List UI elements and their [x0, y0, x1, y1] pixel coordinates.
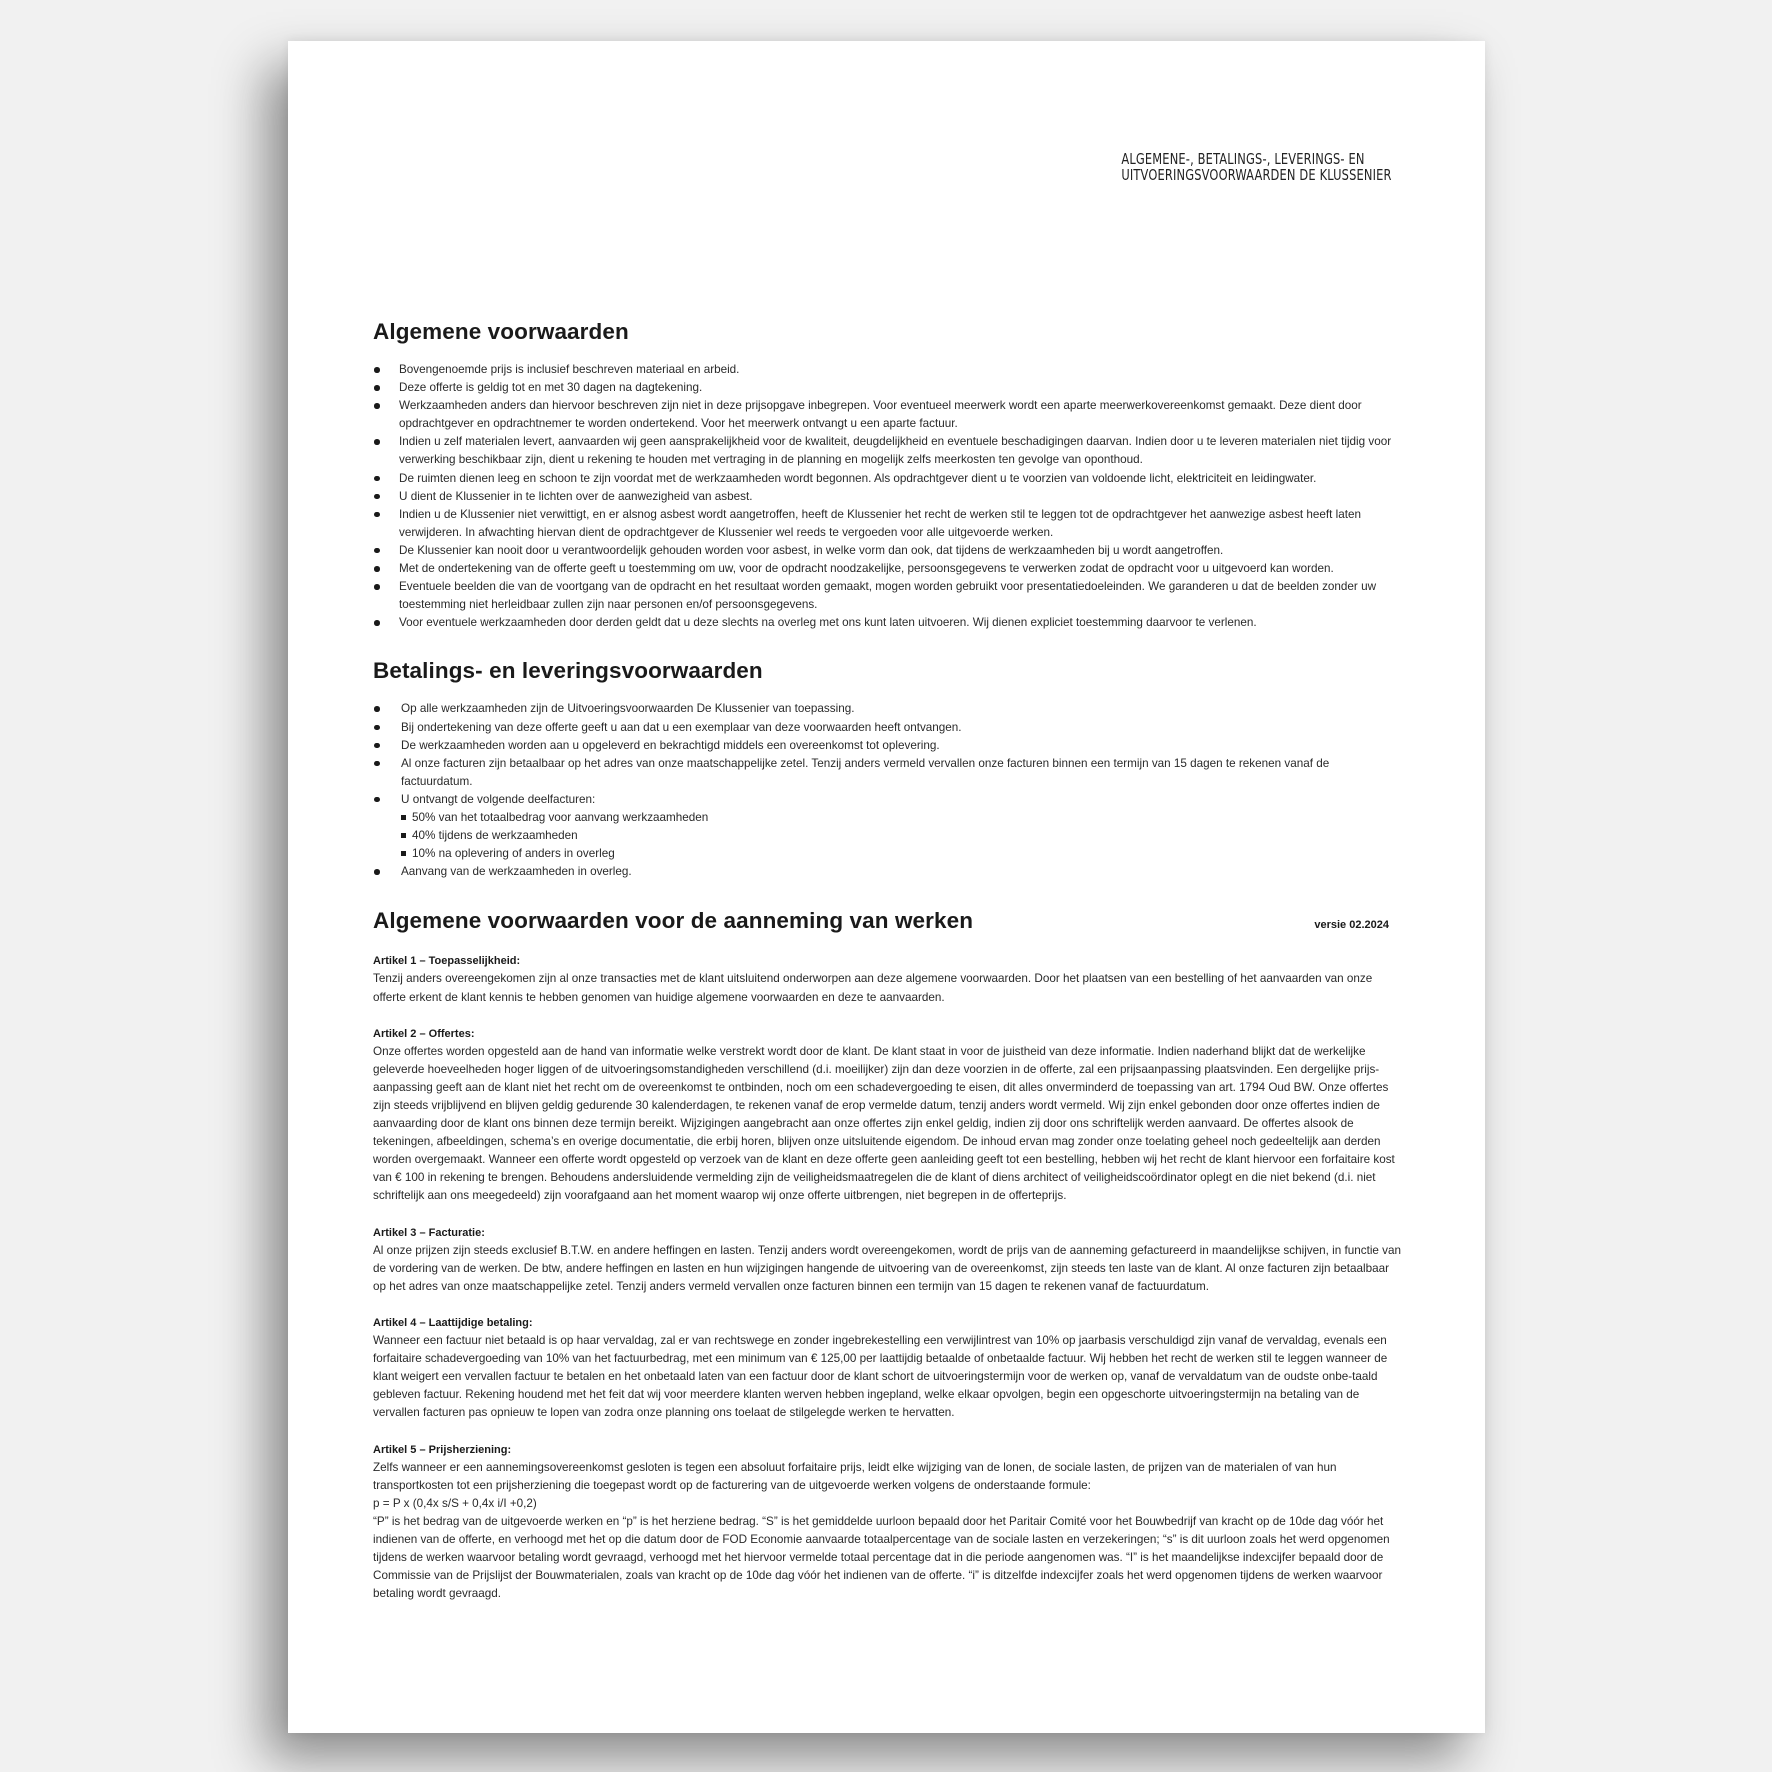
list-item: U dient de Klussenier in te lichten over de aanwezigheid van asbest. [373, 488, 1403, 506]
article-text: Zelfs wanneer er een aannemingsovereenkomst gesloten is tegen een absoluut forfaitaire prijs, leidt elke wijziging van de lonen, de sociale lasten, de prijzen van de materialen of van hun transportkosten tot een prijsherziening die toegepast wordt op de facturering van de uitgevoerde werken volgens de onderstaande formule: [373, 1460, 1337, 1492]
article-title: Artikel 1 – Toepasselijkheid: [373, 955, 521, 968]
document-header [1122, 151, 1392, 183]
section-title: Algemene voorwaarden voor de aanneming van werken [373, 908, 974, 934]
bullet-list [373, 361, 1403, 632]
sub-list-item: 40% tijdens de werkzaamheden [401, 827, 1403, 845]
article-text: Al onze prijzen zijn steeds exclusief B.T.W. en andere heffingen en lasten. Tenzij anders wordt overeengekomen, wordt de prijs van de aanneming gefactureerd in maandelijkse schijven, in functie van de vordering van de werken. De btw, andere heffingen en lasten en hun wijzigingen hangende de uitvoering van de overeenkomst, zijn steeds ten laste van de klant. Al onze facturen zijn betaalbaar op het adres van onze maatschappelijke zetel. Tenzij anders vermeld vervallen onze facturen binnen een termijn van 15 dagen te rekenen vanaf de factuurdatum. [373, 1243, 1402, 1293]
section-contract-terms [373, 908, 1403, 1603]
list-item: Op alle werkzaamheden zijn de Uitvoeringsvoorwaarden De Klussenier van toepassing. [373, 700, 1403, 718]
list-item: Indien u de Klussenier niet verwittigt, en er alsnog asbest wordt aangetroffen, heeft de Klussenier het recht de werken stil te leggen tot de opdrachtgever het aanwezige asbest heeft laten verwijderen. In afwachting hiervan dient de opdrachtgever de Klussenier wel reeds te vergoeden voor alle uitgevoerde werken. [373, 506, 1403, 542]
article-text: Onze offertes worden opgesteld aan de hand van informatie welke verstrekt wordt door de klant. De klant staat in voor de juistheid van deze informatie. Indien naderhand blijkt dat de werkelijke geleverde hoeveelheden hoger liggen of de uitvoeringsomstandigheden verschillend (d.i. moeilijker) zijn dan deze voorzien in de offerte, zal een prijsaanpassing plaatsvinden. Een dergelijke prijs-aanpassing geeft aan de klant niet het recht om de overeenkomst te ontbinden, noch om een schadevergoeding te eisen, dit alles onverminderd de toepassing van art. 1794 Oud BW. Onze offertes zijn steeds vrijblijvend en blijven geldig gedurende 30 kalenderdagen, te rekenen vanaf de erop vermelde datum, tenzij anders wordt vermeld. Wij zijn enkel gebonden door onze offertes indien de aanvaarding door de klant ons binnen deze termijn bereikt. Wijzigingen aangebracht aan onze offertes zijn enkel geldig, indien zij door ons schriftelijk werden aanvaard. De offertes alsook de tekeningen, afbeeldingen, schema’s en overige documentatie, die erbij horen, blijven onze uitsluitende eigendom. De inhoud ervan mag zonder onze toelating geheel noch gedeeltelijk aan derden worden overgemaakt. Wanneer een offerte wordt opgesteld op verzoek van de klant en deze offerte geen aanleiding geeft tot een bestelling, hebben wij het recht de klant hiervoor een forfaitaire kost van € 100 in rekening te brengen. Behoudens andersluidende vermelding zijn de veiligheidsmaatregelen die de klant of diens architect of veiligheidscoördinator oplegt en die niet bekend (d.i. niet schriftelijk aan ons meegedeeld) zijn voorafgaand aan het moment waarop wij onze offerte uitbrengen, niet begrepen in de offerteprijs. [373, 1044, 1395, 1203]
article-5 [373, 1441, 1403, 1604]
list-item: Werkzaamheden anders dan hiervoor beschreven zijn niet in deze prijsopgave inbegrepen. Voor eventueel meerwerk wordt een aparte meerwerkovereenkomst gemaakt. Deze dient door opdrachtgever en opdrachtnemer te worden ondertekend. Voor het meerwerk ontvangt u een aparte factuur. [373, 397, 1403, 433]
list-item: De ruimten dienen leeg en schoon te zijn voordat met de werkzaamheden wordt begonnen. Als opdrachtgever dient u te voorzien van voldoende licht, elektriciteit en leidingwater. [373, 470, 1403, 488]
section-general-terms [373, 319, 1403, 632]
list-item: Bij ondertekening van deze offerte geeft u aan dat u een exemplaar van deze voorwaarden heeft ontvangen. [373, 719, 1403, 737]
article-4 [373, 1314, 1403, 1423]
list-item-invoices [373, 791, 1403, 863]
article-title: Artikel 5 – Prijsherziening: [373, 1443, 512, 1456]
article-text: “P” is het bedrag van de uitgevoerde werken en “p” is het herziene bedrag. “S” is het gemiddelde uurloon bepaald door het Paritair Comité voor het Bouwbedrijf van kracht op de 10de dag vóór het indienen van de offerte, en verhoogd met het op die datum door de FOD Economie aanvaarde totaalpercentage van de sociale lasten en verzekeringen; “s” is dit uurloon zoals het werd opgenomen tijdens de werken waarvoor betaling wordt gevraagd, verhoogd met het hiervoor vermelde totaal percentage dat in die periode aangenomen was. “I” is het maandelijkse indexcijfer bepaald door de Commissie van de Prijslijst der Bouwmaterialen, zoals van kracht op de 10de dag vóór het indienen van de offerte. “i” is ditzelfde indexcijfer zoals het werd opgenomen tijdens de werken waarvoor betaling wordt gevraagd. [373, 1514, 1390, 1601]
sub-list [401, 809, 1403, 863]
section-title: Algemene voorwaarden [373, 319, 629, 344]
sub-list-item: 10% na oplevering of anders in overleg [401, 845, 1403, 863]
list-item: Voor eventuele werkzaamheden door derden geldt dat u deze slechts na overleg met ons kunt laten uitvoeren. Wij dienen expliciet toestemming daarvoor te verlenen. [373, 614, 1403, 632]
list-item: Eventuele beelden die van de voortgang van de opdracht en het resultaat worden gemaakt, mogen worden gebruikt voor presentatiedoeleinden. We garanderen u dat de beelden zonder uw toestemming niet herleidbaar zullen zijn naar personen en/of persoonsgegevens. [373, 578, 1403, 614]
list-item: Deze offerte is geldig tot en met 30 dagen na dagtekening. [373, 379, 1403, 397]
list-item: Indien u zelf materialen levert, aanvaarden wij geen aansprakelijkheid voor de kwaliteit, deugdelijkheid en eventuele beschadigingen daarvan. Indien door u te leveren materialen niet tijdig voor verwerking beschikbaar zijn, dient u rekening te houden met vertraging in de planning en mogelijk zelfs meerkosten ten gevolge van oponthoud. [373, 433, 1403, 469]
article-1 [373, 952, 1403, 1006]
bullet-list [373, 700, 1403, 881]
section-heading-row [373, 908, 1403, 934]
document-page [288, 41, 1485, 1733]
article-3 [373, 1224, 1403, 1296]
list-item: Bovengenoemde prijs is inclusief beschreven materiaal en arbeid. [373, 361, 1403, 379]
article-title: Artikel 3 – Facturatie: [373, 1226, 485, 1239]
list-item: De Klussenier kan nooit door u verantwoordelijk gehouden worden voor asbest, in welke vorm dan ook, dat tijdens de werkzaamheden bij u wordt aangetroffen. [373, 542, 1403, 560]
article-text: Wanneer een factuur niet betaald is op haar vervaldag, zal er van rechtswege en zonder ingebrekestelling een verwijlintrest van 10% op jaarbasis verschuldigd zijn vanaf de vervaldag, evenals een forfaitaire schadevergoeding van 10% van het factuurbedrag, met een minimum van € 125,00 per laattijdig betaalde of onbetaalde factuur. Wij hebben het recht de werken stil te leggen wanneer de klant weigert een vervallen factuur te betalen en het onbetaald laten van een factuur door de klant schort de uitvoeringstermijn voor de werken op, vanaf de vervaldatum van de oudste onbe-taald gebleven factuur. Rekening houdend met het feit dat wij voor meerdere klanten werven hebben ingepland, welke elkaar opvolgen, begin een opgeschorte uitvoeringstermijn na betaling van de vervallen facturen pas opnieuw te lopen van zodra onze planning ons toelaat de stilgelegde werken te hervatten. [373, 1334, 1388, 1420]
price-formula: p = P x (0,4x s/S + 0,4x i/I +0,2) [373, 1496, 537, 1510]
list-item: Met de ondertekening van de offerte geeft u toestemming om uw, voor de opdracht noodzakelijke, persoonsgegevens te verwerken zodat de opdracht voor u uitgevoerd kan worden. [373, 560, 1403, 578]
sub-list-item: 50% van het totaalbedrag voor aanvang werkzaamheden [401, 809, 1403, 827]
document-content [373, 319, 1403, 1621]
section-payment-delivery [373, 658, 1403, 881]
section-title: Betalings- en leveringsvoorwaarden [373, 658, 763, 684]
header-line-2: UITVOERINGSVOORWAARDEN DE KLUSSENIER [1121, 166, 1392, 184]
list-item-label: U ontvangt de volgende deelfacturen: [401, 792, 596, 806]
list-item: Aanvang van de werkzaamheden in overleg. [373, 863, 1403, 881]
list-item: Al onze facturen zijn betaalbaar op het adres van onze maatschappelijke zetel. Tenzij anders vermeld vervallen onze facturen binnen een termijn van 15 dagen te rekenen vanaf de factuurdatum. [373, 755, 1403, 791]
article-2 [373, 1025, 1403, 1206]
article-title: Artikel 2 – Offertes: [373, 1027, 475, 1040]
list-item: De werkzaamheden worden aan u opgeleverd en bekrachtigd middels een overeenkomst tot oplevering. [373, 737, 1403, 755]
version-label: versie 02.2024 [1314, 919, 1389, 932]
article-text: Tenzij anders overeengekomen zijn al onze transacties met de klant uitsluitend onderworpen aan deze algemene voorwaarden. Door het plaatsen van een bestelling of het aanvaarden van onze offerte erkent de klant kennis te hebben genomen van huidige algemene voorwaarden en deze te aanvaarden. [373, 972, 1373, 1004]
article-title: Artikel 4 – Laattijdige betaling: [373, 1316, 533, 1329]
header-line-1: ALGEMENE-, BETALINGS-, LEVERINGS- EN [1121, 150, 1365, 168]
